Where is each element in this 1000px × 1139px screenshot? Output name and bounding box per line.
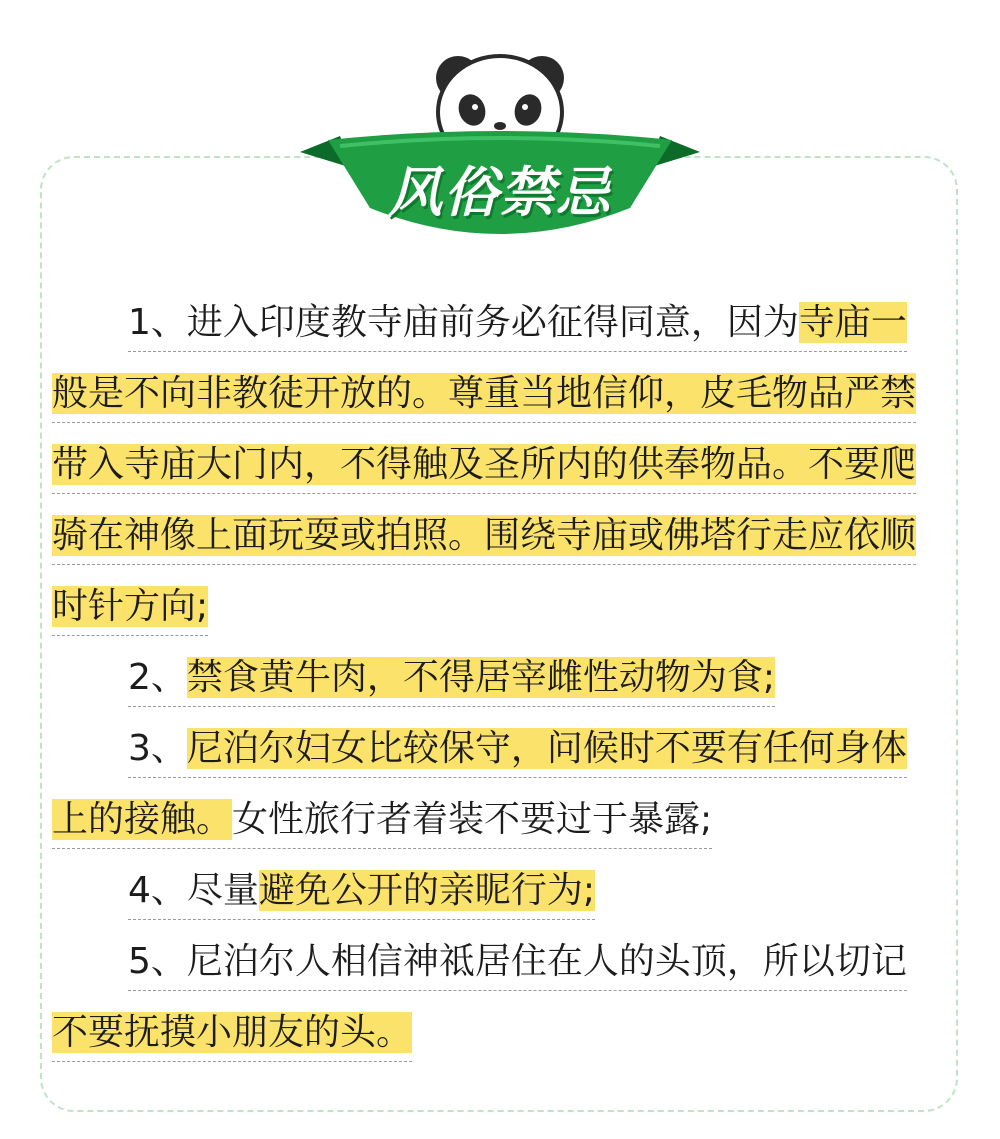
text-segment: 2、 xyxy=(128,657,187,698)
text-line xyxy=(128,650,775,707)
highlighted-text: 般是不向非教徒开放的。尊重当地信仰，皮毛物品严禁 xyxy=(52,373,917,414)
highlighted-text: 上的接触。 xyxy=(52,799,233,840)
text-line xyxy=(128,934,907,991)
text-line xyxy=(52,508,916,565)
text-segment: 女性旅行者着装不要过于暴露; xyxy=(232,799,713,840)
page-title: 风俗禁忌 xyxy=(388,161,612,224)
text-segment: 5、尼泊尔人相信神祗居住在人的头顶，所以切记 xyxy=(128,941,907,982)
highlighted-text: 尼泊尔妇女比较保守，问候时不要有任何身体 xyxy=(186,728,907,769)
text-segment: 1、进入印度教寺庙前务必征得同意，因为 xyxy=(128,302,799,343)
highlighted-text: 不要抚摸小朋友的头。 xyxy=(52,1012,413,1053)
text-line xyxy=(52,792,712,849)
text-line xyxy=(128,863,595,920)
text-line xyxy=(128,295,907,352)
highlighted-text: 寺庙一 xyxy=(798,302,907,343)
highlighted-text: 带入寺庙大门内，不得触及圣所内的供奉物品。不要爬 xyxy=(52,444,917,485)
highlighted-text: 骑在神像上面玩耍或拍照。围绕寺庙或佛塔行走应依顺 xyxy=(52,515,917,556)
highlighted-text: 禁食黄牛肉，不得居宰雌性动物为食; xyxy=(186,657,776,698)
text-line xyxy=(52,437,916,494)
highlighted-text: 时针方向; xyxy=(52,586,209,627)
text-segment: 4、尽量 xyxy=(128,870,259,911)
text-line xyxy=(128,721,907,778)
text-segment: 3、 xyxy=(128,728,187,769)
text-line xyxy=(52,1005,412,1062)
highlighted-text: 避免公开的亲昵行为; xyxy=(258,870,596,911)
text-line xyxy=(52,366,916,423)
text-line xyxy=(52,579,208,636)
